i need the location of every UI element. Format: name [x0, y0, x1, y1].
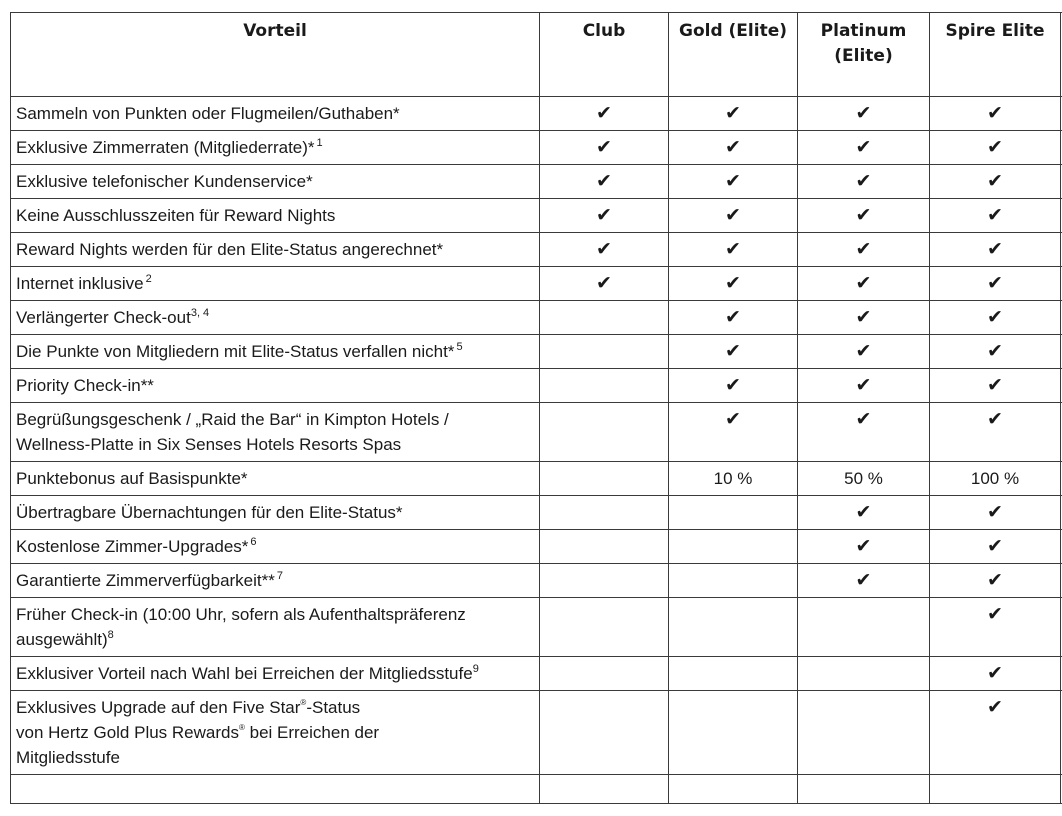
registered-mark: ®	[300, 698, 307, 707]
table-row	[11, 369, 1062, 403]
benefit-label: Exklusive telefonischer Kundenservice*	[11, 165, 540, 199]
platinum-check-icon: ✔	[798, 97, 930, 131]
gold-check-icon	[669, 496, 798, 530]
benefit-label	[11, 691, 540, 775]
platinum-check-icon: ✔	[798, 199, 930, 233]
spire-check-icon: ✔	[930, 598, 1061, 657]
platinum-check-icon	[798, 657, 930, 691]
table-row	[11, 199, 1062, 233]
club-check-icon	[540, 403, 669, 462]
footnote-ref: 9	[472, 663, 479, 675]
club-check-icon: ✔	[540, 131, 669, 165]
footnote-ref: 5	[456, 341, 463, 353]
spire-check-icon: ✔	[930, 199, 1061, 233]
gold-check-icon: ✔	[669, 233, 798, 267]
platinum-check-icon: ✔	[798, 301, 930, 335]
benefit-label: Garantierte Zimmerverfügbarkeit** $^7$	[11, 564, 540, 598]
club-check-icon: ✔	[540, 199, 669, 233]
platinum-check-icon: ✔	[798, 369, 930, 403]
club-check-icon	[540, 369, 669, 403]
footnote-ref: 3, 4	[190, 307, 210, 319]
table-row	[11, 598, 1062, 657]
club-check-icon	[540, 564, 669, 598]
platinum-check-icon	[798, 598, 930, 657]
gold-check-icon: ✔	[669, 403, 798, 462]
benefit-label-line2: ausgewählt)$^8$	[16, 629, 114, 649]
benefit-label: Keine Ausschlusszeiten für Reward Nights	[11, 199, 540, 233]
table-row	[11, 165, 1062, 199]
header-platinum-line1: Platinum	[820, 21, 907, 41]
club-check-icon	[540, 496, 669, 530]
platinum-check-icon: ✔	[798, 496, 930, 530]
club-cell-partial	[540, 775, 669, 804]
spire-check-icon: ✔	[930, 301, 1061, 335]
benefit-label: Sammeln von Punkten oder Flugmeilen/Guthaben*	[11, 97, 540, 131]
spire-cell-partial	[930, 775, 1061, 804]
platinum-check-icon: ✔	[798, 403, 930, 462]
club-check-icon: ✔	[540, 165, 669, 199]
footnote-ref: 7	[276, 570, 283, 582]
header-gold: Gold (Elite)	[669, 13, 798, 97]
club-check-icon	[540, 657, 669, 691]
platinum-check-icon	[798, 691, 930, 775]
gold-check-icon: ✔	[669, 301, 798, 335]
benefit-label: Verlängerter Check-out$^{3, 4}$	[11, 301, 540, 335]
header-row	[11, 13, 1062, 97]
table-row	[11, 97, 1062, 131]
benefit-label-line1: Exklusives Upgrade auf den Five Star®-Status	[16, 698, 361, 717]
platinum-check-icon: ✔	[798, 165, 930, 199]
gold-check-icon: ✔	[669, 97, 798, 131]
header-platinum-line2: (Elite)	[834, 46, 893, 66]
platinum-check-icon: ✔	[798, 335, 930, 369]
gold-check-icon	[669, 530, 798, 564]
spire-check-icon: ✔	[930, 564, 1061, 598]
spire-check-icon: ✔	[930, 403, 1061, 462]
club-check-icon	[540, 335, 669, 369]
club-check-icon	[540, 598, 669, 657]
benefit-label-line3: Mitgliedsstufe	[16, 748, 120, 767]
benefit-label	[11, 403, 540, 462]
benefit-label: Übertragbare Übernachtungen für den Elite-Status*	[11, 496, 540, 530]
benefit-label: Exklusiver Vorteil nach Wahl bei Erreichen der Mitgliedsstufe$^9$	[11, 657, 540, 691]
footnote-ref: 8	[107, 629, 114, 641]
benefit-label: Die Punkte von Mitgliedern mit Elite-Status verfallen nicht* $^5$	[11, 335, 540, 369]
club-check-icon	[540, 530, 669, 564]
benefit-label-partial	[11, 775, 540, 804]
spire-check-icon: ✔	[930, 530, 1061, 564]
gold-check-icon: ✔	[669, 131, 798, 165]
gold-check-icon: ✔	[669, 335, 798, 369]
platinum-check-icon: ✔	[798, 233, 930, 267]
spire-check-icon: ✔	[930, 165, 1061, 199]
table-row	[11, 462, 1062, 496]
benefit-label-line1: Begrüßungsgeschenk / „Raid the Bar“ in Kimpton Hotels /	[16, 410, 449, 429]
gold-check-icon	[669, 564, 798, 598]
benefit-label: Kostenlose Zimmer-Upgrades* $^6$	[11, 530, 540, 564]
spire-value: 100 %	[930, 462, 1061, 496]
gold-check-icon	[669, 657, 798, 691]
footnote-ref: 1	[316, 137, 323, 149]
table-row	[11, 233, 1062, 267]
table-row	[11, 691, 1062, 775]
footnote-ref: 2	[145, 273, 152, 285]
club-check-icon: ✔	[540, 267, 669, 301]
table-wrapper	[10, 12, 1062, 804]
benefits-table	[10, 12, 1062, 804]
table-row	[11, 267, 1062, 301]
footnote-ref: 6	[250, 536, 257, 548]
benefit-label: Priority Check-in**	[11, 369, 540, 403]
table-row	[11, 403, 1062, 462]
spire-check-icon: ✔	[930, 496, 1061, 530]
table-row	[11, 564, 1062, 598]
club-check-icon: ✔	[540, 97, 669, 131]
platinum-check-icon: ✔	[798, 267, 930, 301]
platinum-check-icon: ✔	[798, 131, 930, 165]
header-platinum	[798, 13, 930, 97]
club-check-icon: ✔	[540, 233, 669, 267]
registered-mark: ®	[238, 723, 245, 732]
platinum-value: 50 %	[798, 462, 930, 496]
benefit-label-line2: Wellness-Platte in Six Senses Hotels Resorts Spas	[16, 435, 402, 454]
gold-value: 10 %	[669, 462, 798, 496]
spire-check-icon: ✔	[930, 369, 1061, 403]
gold-check-icon	[669, 598, 798, 657]
club-check-icon	[540, 691, 669, 775]
spire-check-icon: ✔	[930, 267, 1061, 301]
table-row	[11, 131, 1062, 165]
gold-cell-partial	[669, 775, 798, 804]
spire-check-icon: ✔	[930, 131, 1061, 165]
spire-check-icon: ✔	[930, 97, 1061, 131]
club-check-icon	[540, 301, 669, 335]
gold-check-icon: ✔	[669, 369, 798, 403]
benefit-label	[11, 598, 540, 657]
table-row	[11, 657, 1062, 691]
gold-check-icon: ✔	[669, 165, 798, 199]
benefit-label-line2: von Hertz Gold Plus Rewards® bei Erreichen der	[16, 723, 380, 742]
benefit-label: Internet inklusive $^2$	[11, 267, 540, 301]
platinum-cell-partial	[798, 775, 930, 804]
spire-check-icon: ✔	[930, 335, 1061, 369]
table-row	[11, 530, 1062, 564]
table-row	[11, 496, 1062, 530]
table-row-partial	[11, 775, 1062, 804]
gold-check-icon: ✔	[669, 267, 798, 301]
header-club: Club	[540, 13, 669, 97]
header-benefit: Vorteil	[11, 13, 540, 97]
spire-check-icon: ✔	[930, 691, 1061, 775]
benefit-label: Punktebonus auf Basispunkte*	[11, 462, 540, 496]
spire-check-icon: ✔	[930, 657, 1061, 691]
table-row	[11, 301, 1062, 335]
gold-check-icon: ✔	[669, 199, 798, 233]
benefit-label: Exklusive Zimmerraten (Mitgliederrate)* $^1$	[11, 131, 540, 165]
gold-check-icon	[669, 691, 798, 775]
table-row	[11, 335, 1062, 369]
benefit-label: Reward Nights werden für den Elite-Status angerechnet*	[11, 233, 540, 267]
benefit-label-line1: Früher Check-in (10:00 Uhr, sofern als Aufenthaltspräferenz	[16, 605, 466, 624]
platinum-check-icon: ✔	[798, 564, 930, 598]
header-spire: Spire Elite	[930, 13, 1061, 97]
platinum-check-icon: ✔	[798, 530, 930, 564]
spire-check-icon: ✔	[930, 233, 1061, 267]
club-value	[540, 462, 669, 496]
